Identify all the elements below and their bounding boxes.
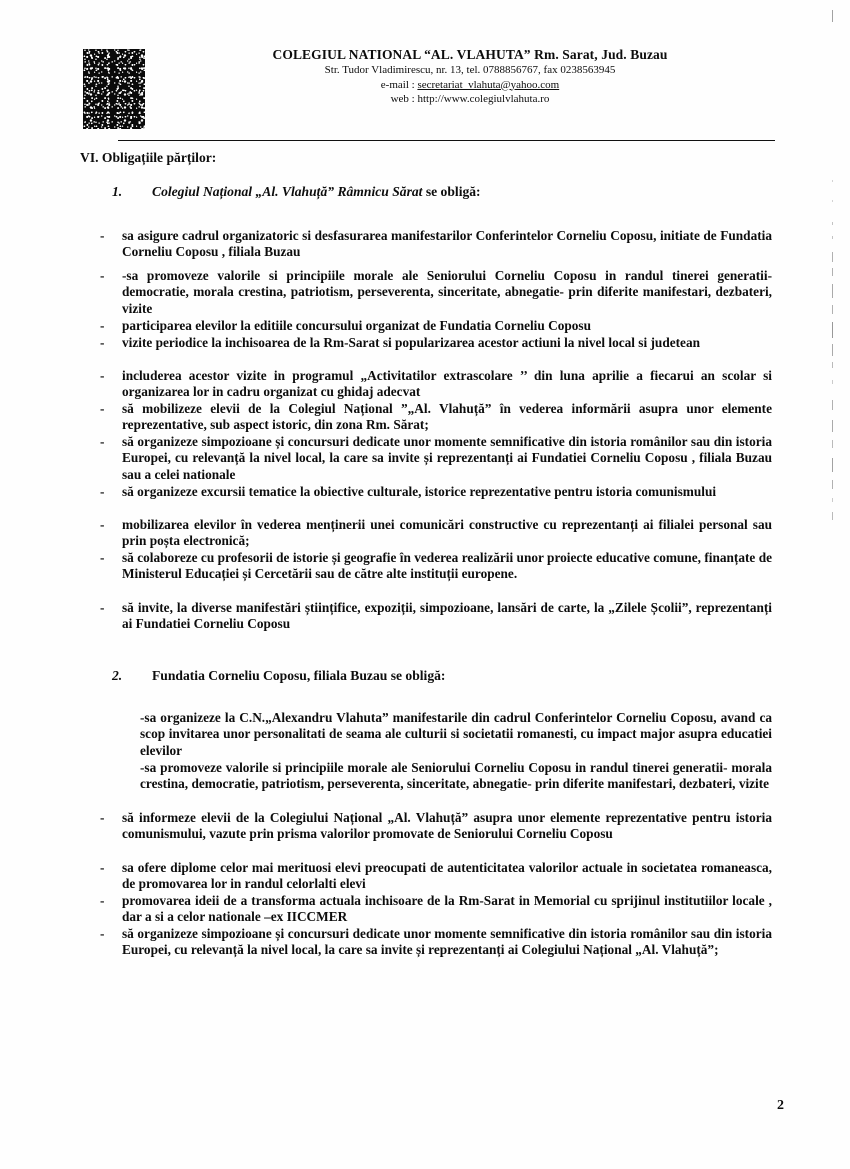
party-1-title: Colegiul Național „Al. Vlahuță” Râmnicu Sărat: [152, 184, 423, 199]
web-label: web :: [390, 93, 418, 105]
scan-artifact: [832, 512, 833, 520]
list-item: [100, 517, 772, 550]
scan-artifact: [832, 380, 833, 384]
list-item-text: sa ofere diplome celor mai merituosi elevi preocupati de autenticitatea valorilor actuale in societatea romaneasca, de promovarea lor in randul celorlalti elevi: [122, 860, 772, 892]
list-item-text: să informeze elevii de la Colegiului Național „Al. Vlahuță” asupra unor elemente reprezentative pentru istoria comunismului, vazute prin prisma valorilor promovate de Seniorului Corneliu Coposu: [122, 810, 772, 842]
list-item-text: să colaboreze cu profesorii de istorie și geografie în vederea realizării unor proiecte educative comune, finanțate de Ministerul Educației și Cercetării sau de către alte instituții europene.: [122, 550, 772, 582]
list-item-text: participarea elevilor la editiile concursului organizat de Fundatia Corneliu Coposu: [122, 318, 591, 333]
party-2-title: Fundatia Corneliu Coposu, filiala Buzau se obligă:: [152, 668, 446, 683]
email-label: e-mail :: [380, 78, 418, 91]
scan-artifact: [832, 440, 833, 448]
list-item-text: vizite periodice la inchisoarea de la Rm-Sarat si popularizarea acestor actiuni la nivel local si judetean: [122, 335, 700, 350]
list-item: [100, 550, 772, 583]
list-item: [100, 228, 772, 261]
school-name: COLEGIUL NATIONAL “AL. VLAHUTA” Rm. Sarat, Jud. Buzau: [272, 47, 668, 62]
list-item-text: promovarea ideii de a transforma actuala inchisoare de la Rm-Sarat in Memorial cu sprijinul institutiilor locale , dar a si a celor nationale –ex IICCMER: [122, 893, 772, 925]
bullet-dash: -: [100, 401, 105, 416]
school-email-line: [150, 78, 790, 93]
party-1-title-tail: se obligă:: [422, 184, 481, 199]
scan-artifact: [832, 180, 833, 182]
bullet-dash: -: [100, 893, 105, 908]
list-item-text: sa asigure cadrul organizatoric si desfasurarea manifestarilor Conferintelor Corneliu Coposu, initiate de Fundatia Corneliu Coposu , filiala Buzau: [122, 228, 772, 260]
list-item: [100, 434, 772, 483]
list-item: [100, 368, 772, 401]
list-item-text: să organizeze simpozioane și concursuri dedicate unor momente semnificative din istoria românilor sau din istoria Europei, cu relevanță la nivel local, la care sa invite și reprezentanți ai Fundatiei Corneliu Coposu , filiala Buzau sau a celei nationale: [122, 434, 772, 482]
scan-artifact: [832, 305, 833, 314]
party-1-heading: [112, 184, 772, 200]
list-item: [100, 484, 772, 500]
party-2-heading: [112, 668, 772, 684]
bullet-dash: -: [100, 335, 105, 350]
list-item: [100, 810, 772, 843]
scan-artifact: [832, 200, 833, 202]
bullet-dash: -: [100, 268, 105, 283]
list-item-text: să organizeze simpozioane și concursuri dedicate unor momente semnificative din istoria românilor sau din istoria Europei, cu relevanță la nivel local, la care sa invite și reprezentanți ai Colegiului Național „Al. Vlahuță”;: [122, 926, 772, 958]
bullet-dash: -: [100, 926, 105, 941]
list-item: [100, 401, 772, 434]
letterhead-text: [150, 46, 790, 107]
bullet-dash: -: [100, 434, 105, 449]
bullet-dash: -: [100, 860, 105, 875]
bullet-dash: -: [100, 810, 105, 825]
party-2-number: 2.: [112, 668, 123, 683]
scan-artifact: [832, 252, 833, 262]
list-item-text: să invite, la diverse manifestări științifice, expoziții, simpozioane, lansări de carte, la „Zilele Școlii”, reprezentanți ai Fundatiei Corneliu Coposu: [122, 600, 772, 632]
scan-artifact: [832, 268, 833, 276]
bullet-dash: -: [100, 550, 105, 565]
bullet-dash: -: [100, 484, 105, 499]
list-item-text: mobilizarea elevilor în vederea menținerii unei comunicări constructive cu reprezentanți ai filialei personal sau prin poșta electronică;: [122, 517, 772, 549]
header-divider: [118, 140, 775, 141]
bullet-dash: -: [100, 600, 105, 615]
bullet-dash: -: [100, 517, 105, 532]
scan-artifact: [832, 458, 833, 472]
list-item: [100, 335, 772, 351]
scan-artifact: [832, 400, 833, 410]
scan-artifact: [832, 362, 833, 368]
party-2-lead-paragraph: -sa organizeze la C.N.„Alexandru Vlahuta” manifestarile din cadrul Conferintelor Corneliu Coposu, avand ca scop invitarea unor personalitati de seama ale culturii si societatii romanesti, cu impact major asupra educatiei elevilor: [140, 710, 772, 758]
scan-artifact: [832, 420, 833, 432]
web-link[interactable]: http://www.colegiulvlahuta.ro: [417, 93, 550, 105]
school-web-line: [150, 92, 790, 107]
list-item: [100, 318, 772, 334]
bullet-dash: -: [100, 368, 105, 383]
bullet-dash: -: [100, 228, 105, 243]
list-item: [100, 926, 772, 959]
scan-artifact: [832, 480, 833, 489]
school-address: Str. Tudor Vladimirescu, nr. 13, tel. 0788856767, fax 0238563945: [324, 64, 616, 76]
scan-artifact: [832, 344, 833, 356]
list-item-text: includerea acestor vizite in programul „Activitatilor extrascolare ’’ din luna aprilie a fiecarui an scolar si organizarea lor in cadru organizat cu ghidaj adecvat: [122, 368, 772, 400]
list-item: [100, 600, 772, 633]
list-item-text: să mobilizeze elevii de la Colegiul Național ”„Al. Vlahuță” în vederea informării asupra unor elemente reprezentative, sub aspect istoric, din zona Rm. Sărat;: [122, 401, 772, 433]
page-number: 2: [777, 1098, 784, 1113]
scan-artifact: [832, 10, 833, 22]
party-1-number: 1.: [112, 184, 123, 199]
scan-artifact: [832, 498, 833, 502]
bullet-dash: -: [100, 318, 105, 333]
email-link[interactable]: secretariat_vlahuta@yahoo.com: [417, 78, 560, 91]
letterhead: [0, 0, 850, 150]
list-item: [100, 860, 772, 893]
scan-artifact: [832, 222, 833, 225]
party-2-lead-paragraph: -sa promoveze valorile si principiile morale ale Seniorului Corneliu Coposu in randul tinerei generatii- morala crestina, democratie, patriotism, perseverenta, sinceritate, abnegatie- prin diferite manifestari, dezbateri, vizite: [140, 760, 772, 792]
scan-artifact: [832, 322, 833, 338]
list-item-text: să organizeze excursii tematice la obiective culturale, istorice reprezentative pentru istoria comunismului: [122, 484, 717, 499]
list-item: [100, 268, 772, 317]
section-heading: VI. Obligațiile părților:: [80, 150, 217, 165]
list-item: [100, 893, 772, 926]
scan-artifact: [832, 236, 833, 239]
scan-artifact: [832, 284, 833, 298]
list-item-text: -sa promoveze valorile si principiile morale ale Seniorului Corneliu Coposu in randul tinerei generatii- democratie, morala crestina, patriotism, perseverenta, sinceritate, abnegatie- prin diferite manifestari, dezbateri, vizite: [122, 268, 772, 316]
school-crest-icon: [83, 49, 145, 129]
